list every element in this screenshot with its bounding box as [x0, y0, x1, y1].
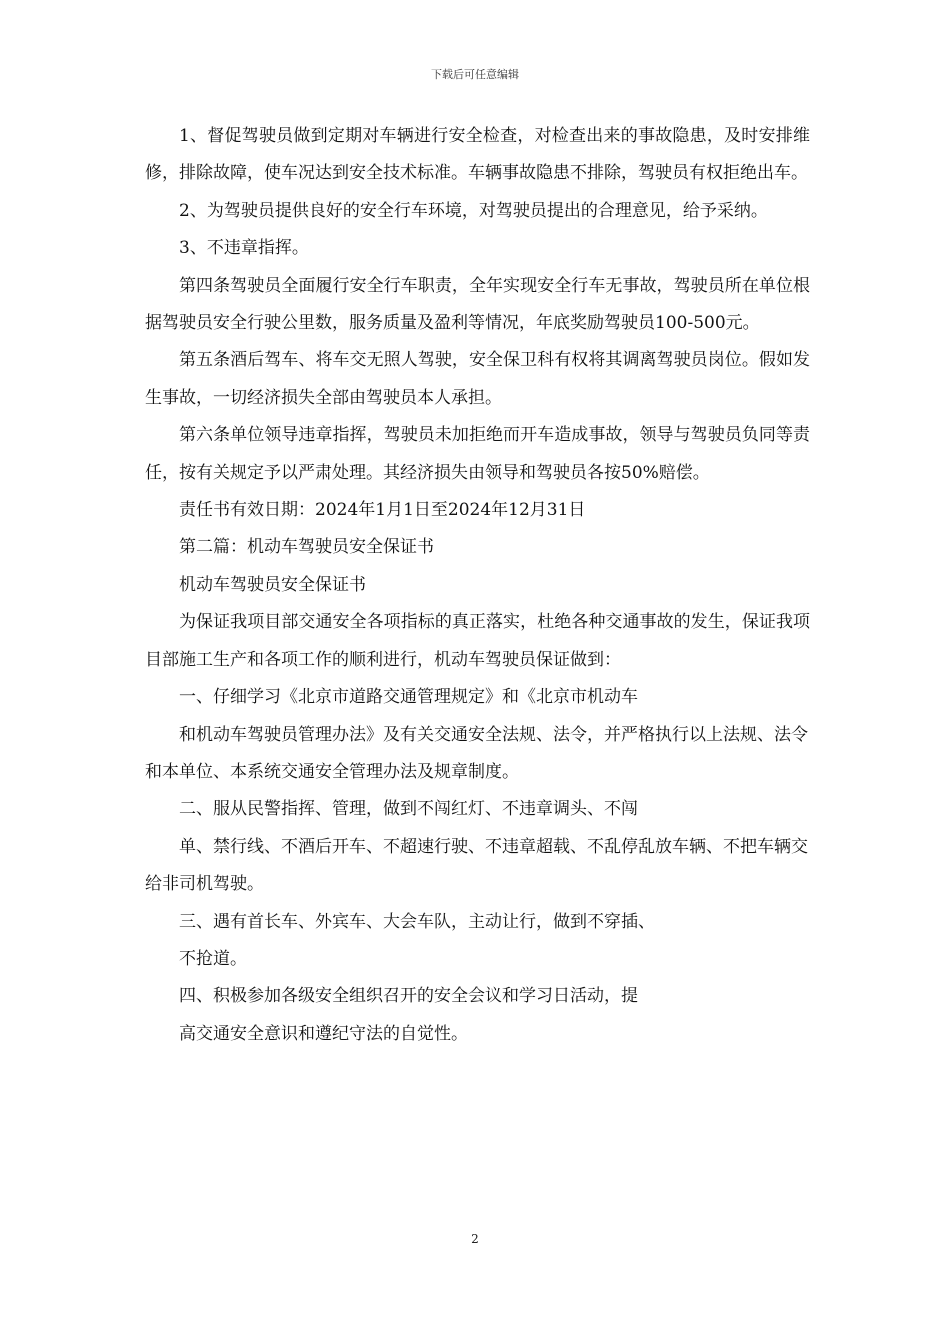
paragraph-item-2: 二、服从民警指挥、管理，做到不闯红灯、不违章调头、不闯 [179, 799, 638, 820]
paragraph-item-4: 四、积极参加各级安全组织召开的安全会议和学习日活动，提 [179, 986, 638, 1007]
paragraph-item-3: 三、遇有首长车、外宾车、大会车队，主动让行，做到不穿插、 [179, 911, 655, 932]
page-header: 下载后可任意编辑 [431, 68, 519, 81]
document-title: 机动车驾驶员安全保证书 [179, 574, 366, 595]
paragraph-item-2-continued: 单、禁行线、不酒后开车、不超速行驶、不违章超载、不乱停乱放车辆、不把车辆交给非司机驾驶。 [145, 836, 808, 895]
paragraph-intro: 为保证我项目部交通安全各项指标的真正落实，杜绝各种交通事故的发生，保证我项目部施工生产和各项工作的顺利进行，机动车驾驶员保证做到： [145, 612, 810, 670]
paragraph-item-3-continued: 不抢道。 [179, 948, 247, 969]
paragraph-article-4: 第四条驾驶员全面履行安全行车职责，全年实现安全行车无事故，驾驶员所在单位根据驾驶员安全行驶公里数，服务质量及盈利等情况，年底奖励驾驶员100-500元。 [145, 275, 810, 334]
paragraph-item-1: 一、仔细学习《北京市道路交通管理规定》和《北京市机动车 [179, 687, 638, 708]
page-number: 2 [471, 1232, 479, 1246]
paragraph-item-1-continued: 和机动车驾驶员管理办法》及有关交通安全法规、法令，并严格执行以上法规、法令和本单位、本系统交通安全管理办法及规章制度。 [145, 724, 808, 782]
paragraph-article-6: 第六条单位领导违章指挥，驾驶员未加拒绝而开车造成事故，领导与驾驶员负同等责任，按有关规定予以严肃处理。其经济损失由领导和驾驶员各按50%赔偿。 [145, 425, 810, 483]
validity-date: 责任书有效日期：2024年1月1日至2024年12月31日 [179, 500, 586, 521]
paragraph-3: 3、不违章指挥。 [179, 238, 309, 259]
paragraph-item-4-continued: 高交通安全意识和遵纪守法的自觉性。 [179, 1023, 468, 1044]
paragraph-article-5: 第五条酒后驾车、将车交无照人驾驶，安全保卫科有权将其调离驾驶员岗位。假如发生事故，一切经济损失全部由驾驶员本人承担。 [145, 350, 810, 408]
section-heading: 第二篇：机动车驾驶员安全保证书 [179, 537, 434, 558]
document-body [145, 118, 810, 1053]
paragraph-2: 2、为驾驶员提供良好的安全行车环境，对驾驶员提出的合理意见，给予采纳。 [179, 200, 768, 221]
paragraph-1: 1、督促驾驶员做到定期对车辆进行安全检查，对检查出来的事故隐患，及时安排维修，排除故障，使车况达到安全技术标准。车辆事故隐患不排除，驾驶员有权拒绝出车。 [145, 126, 810, 184]
